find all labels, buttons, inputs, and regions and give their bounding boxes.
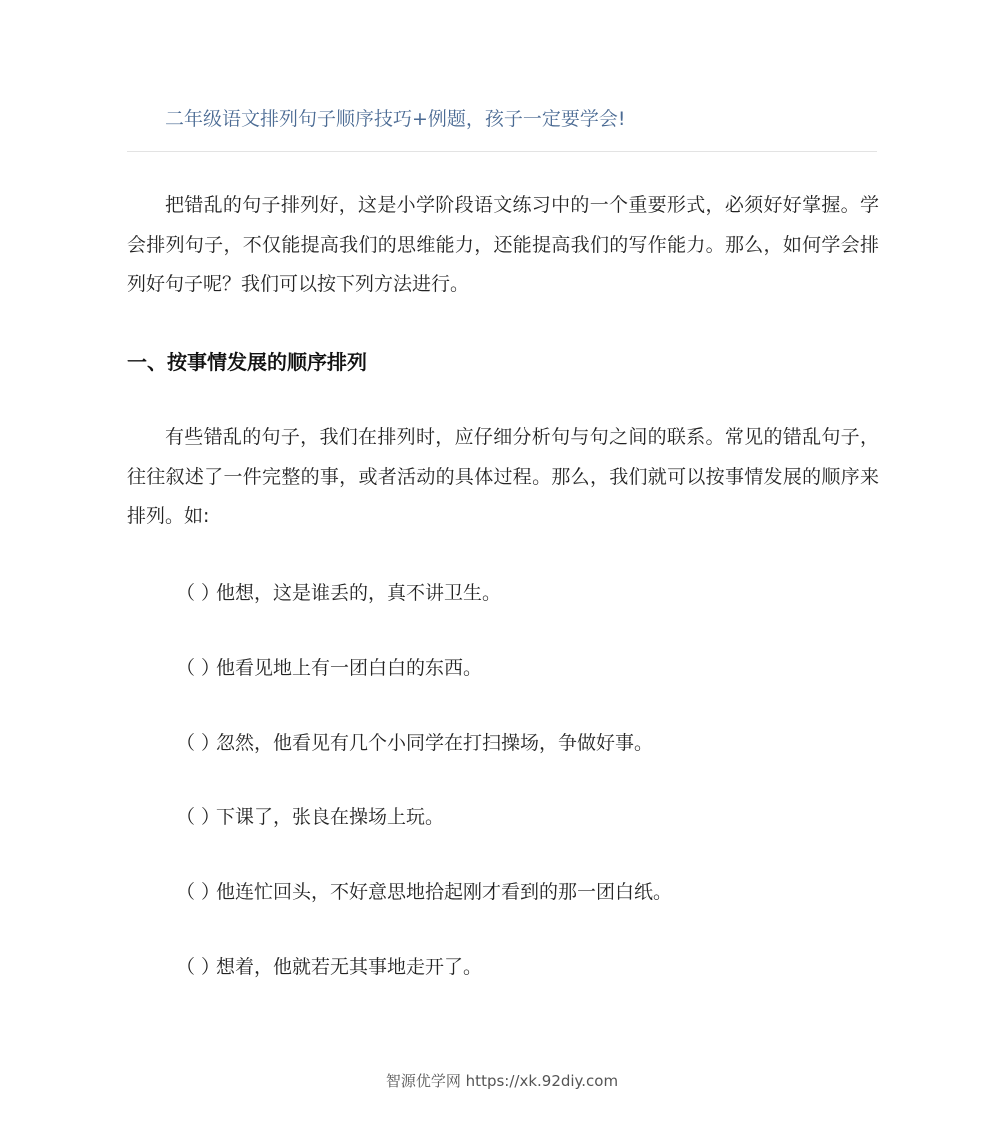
sentence-text: 下课了，张良在操场上玩。 [216,806,445,828]
footer-watermark: 智源优学网 https://xk.92diy.com [385,1072,619,1090]
sentence-text: 他想，这是谁丢的，真不讲卫生。 [216,582,502,604]
page-title: 二年级语文排列句子顺序技巧+例题，孩子一定要学会! [165,108,626,130]
answer-blank: （ ） [176,732,221,754]
list-item [176,653,482,680]
title-divider [127,151,877,152]
sentence-text: 忽然，他看见有几个小同学在打扫操场，争做好事。 [216,732,654,754]
sentence-text: 他看见地上有一团白白的东西。 [216,657,483,679]
sentence-text: 他连忙回头，不好意思地拾起刚才看到的那一团白纸。 [216,881,673,903]
list-item [176,952,482,979]
list-item [176,802,444,829]
list-item [176,578,501,605]
answer-blank: （ ） [176,806,221,828]
sentence-text: 想着，他就若无其事地走开了。 [216,956,483,978]
answer-blank: （ ） [176,582,221,604]
list-item [176,877,672,904]
section-heading: 一、按事情发展的顺序排列 [127,350,367,374]
intro-paragraph: 把错乱的句子排列好，这是小学阶段语文练习中的一个重要形式，必须好好掌握。学会排列句子，不仅能提高我们的思维能力，还能提高我们的写作能力。那么，如何学会排列好句子呢？我们可以按下列方法进行。 [127,194,879,295]
answer-blank: （ ） [176,881,221,903]
list-item [176,728,653,755]
answer-blank: （ ） [176,956,221,978]
answer-blank: （ ） [176,657,221,679]
section-paragraph: 有些错乱的句子，我们在排列时，应仔细分析句与句之间的联系。常见的错乱句子，往往叙述了一件完整的事，或者活动的具体过程。那么，我们就可以按事情发展的顺序来排列。如: [127,426,879,527]
